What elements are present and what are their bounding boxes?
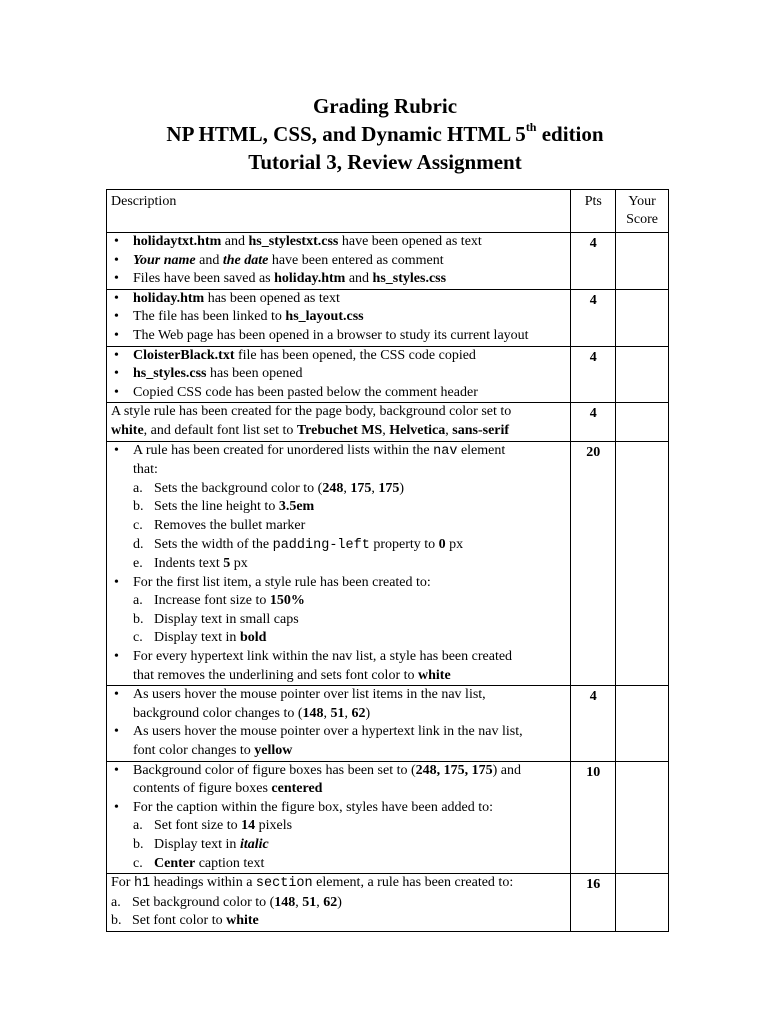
row-description: • As users hover the mouse pointer over list items in the nav list, background color changes to (148, 51, 62) • As users hover the mouse pointer over a hypertext link in the nav list, font color changes to yellow [107, 686, 571, 761]
row-description [107, 289, 571, 346]
row-pts: 20 [571, 441, 616, 686]
list-item: • hs_styles.css has been opened [114, 366, 303, 382]
table-row [107, 346, 669, 403]
table-header-row [107, 190, 669, 233]
row-pts: 4 [571, 289, 616, 346]
row-pts: 4 [571, 686, 616, 761]
row-pts: 4 [571, 403, 616, 441]
sub-item: c. Display text in bold [133, 630, 267, 646]
row-description: • Background color of figure boxes has been set to (248, 175, 175) and contents of figure boxes centered • For the caption within the figure box, styles have been added to: a. Set font size to 14 pixels b. Display text in italic c. Center caption text [107, 761, 571, 874]
list-item: • Copied CSS code has been pasted below the comment header [114, 384, 478, 400]
list-item: • CloisterBlack.txt file has been opened, the CSS code copied [114, 347, 476, 363]
sub-item: c. Center caption text [133, 855, 265, 871]
sub-item: a. Sets the background color to (248, 175, 175) [133, 480, 405, 496]
row-score-cell[interactable] [616, 686, 669, 761]
list-item: • Background color of figure boxes has been set to (248, 175, 175) and [114, 762, 522, 778]
row-pts: 4 [571, 346, 616, 403]
list-item: • For the first list item, a style rule has been created to: [114, 574, 431, 590]
row-pts: 10 [571, 761, 616, 874]
row-score-cell[interactable] [616, 874, 669, 932]
table-row [107, 686, 669, 761]
list-item: • For the caption within the figure box, styles have been added to: [114, 799, 494, 815]
sub-item: b. Display text in italic [133, 837, 269, 852]
row-description [107, 346, 571, 403]
row-score-cell[interactable] [616, 233, 669, 290]
row-description [107, 233, 571, 290]
row-description: For h1 headings within a section element, a rule has been created to: a. Set background color to (148, 51, 62) b. Set font color to white [107, 874, 571, 932]
row-pts: 16 [571, 874, 616, 932]
list-item: • The file has been linked to hs_layout.css [114, 309, 364, 325]
sub-item: b. Sets the line height to 3.5em [133, 499, 315, 515]
list-item: • As users hover the mouse pointer over a hypertext link in the nav list, [114, 724, 523, 740]
list-item: • A rule has been created for unordered lists within the nav element [114, 442, 506, 459]
list-item: • Files have been saved as holiday.htm and hs_styles.css [114, 271, 447, 287]
row-description: • A rule has been created for unordered lists within the nav element that: a. Sets the background color to (248, 175, 175) b. Sets the line height to 3.5em c. Removes the bullet marker d. Sets the width of the padding-left property to 0 px e. Indents text 5 px • For the first list item, a style rule has been created to: a. Increase font size to 150% b. Display text in small caps c. Display text in bold • For every hypertext link within the nav list, a style has been created that removes the underlining and sets font color to white [107, 441, 571, 686]
table-row [107, 874, 669, 932]
list-item: • Your name and the date have been entered as comment [114, 252, 444, 268]
list-item: • For every hypertext link within the nav list, a style has been created [114, 649, 513, 665]
list-item: • As users hover the mouse pointer over list items in the nav list, [114, 687, 486, 703]
table-row [107, 441, 669, 686]
title-block [0, 92, 770, 176]
sub-item: d. Sets the width of the padding-left property to 0 px [133, 536, 464, 553]
sub-item: a. Set font size to 14 pixels [133, 818, 293, 834]
sub-item: a. Set background color to (148, 51, 62) [111, 894, 342, 910]
score-header: Your Score [616, 190, 669, 233]
row-description: A style rule has been created for the page body, background color set to white, and default font list set to Trebuchet MS, Helvetica, sans-serif [107, 403, 571, 441]
title-line-3: Tutorial 3, Review Assignment [248, 150, 522, 174]
sub-item: b. Display text in small caps [133, 611, 299, 627]
list-item: • holidaytxt.htm and hs_stylestxt.css have been opened as text [114, 234, 482, 249]
sub-item: b. Set font color to white [111, 913, 259, 929]
sub-item: e. Indents text 5 px [133, 556, 248, 572]
row-score-cell[interactable] [616, 761, 669, 874]
table-row [107, 233, 669, 290]
table-row [107, 761, 669, 874]
description-header: Description [107, 190, 571, 233]
row-score-cell[interactable] [616, 403, 669, 441]
table-row [107, 403, 669, 441]
row-score-cell[interactable] [616, 441, 669, 686]
title-line-1: Grading Rubric [312, 94, 458, 118]
table-row [107, 289, 669, 346]
row-pts: 4 [571, 233, 616, 290]
row-score-cell[interactable] [616, 346, 669, 403]
sub-item: a. Increase font size to 150% [133, 593, 305, 609]
list-item: • holiday.htm has been opened as text [114, 290, 340, 306]
row-score-cell[interactable] [616, 289, 669, 346]
rubric-table [106, 189, 669, 932]
sub-item: c. Removes the bullet marker [133, 517, 306, 533]
list-item: • The Web page has been opened in a browser to study its current layout [114, 327, 529, 343]
pts-header: Pts [571, 190, 616, 233]
title-line-2: NP HTML, CSS, and Dynamic HTML 5th edition [166, 120, 604, 146]
